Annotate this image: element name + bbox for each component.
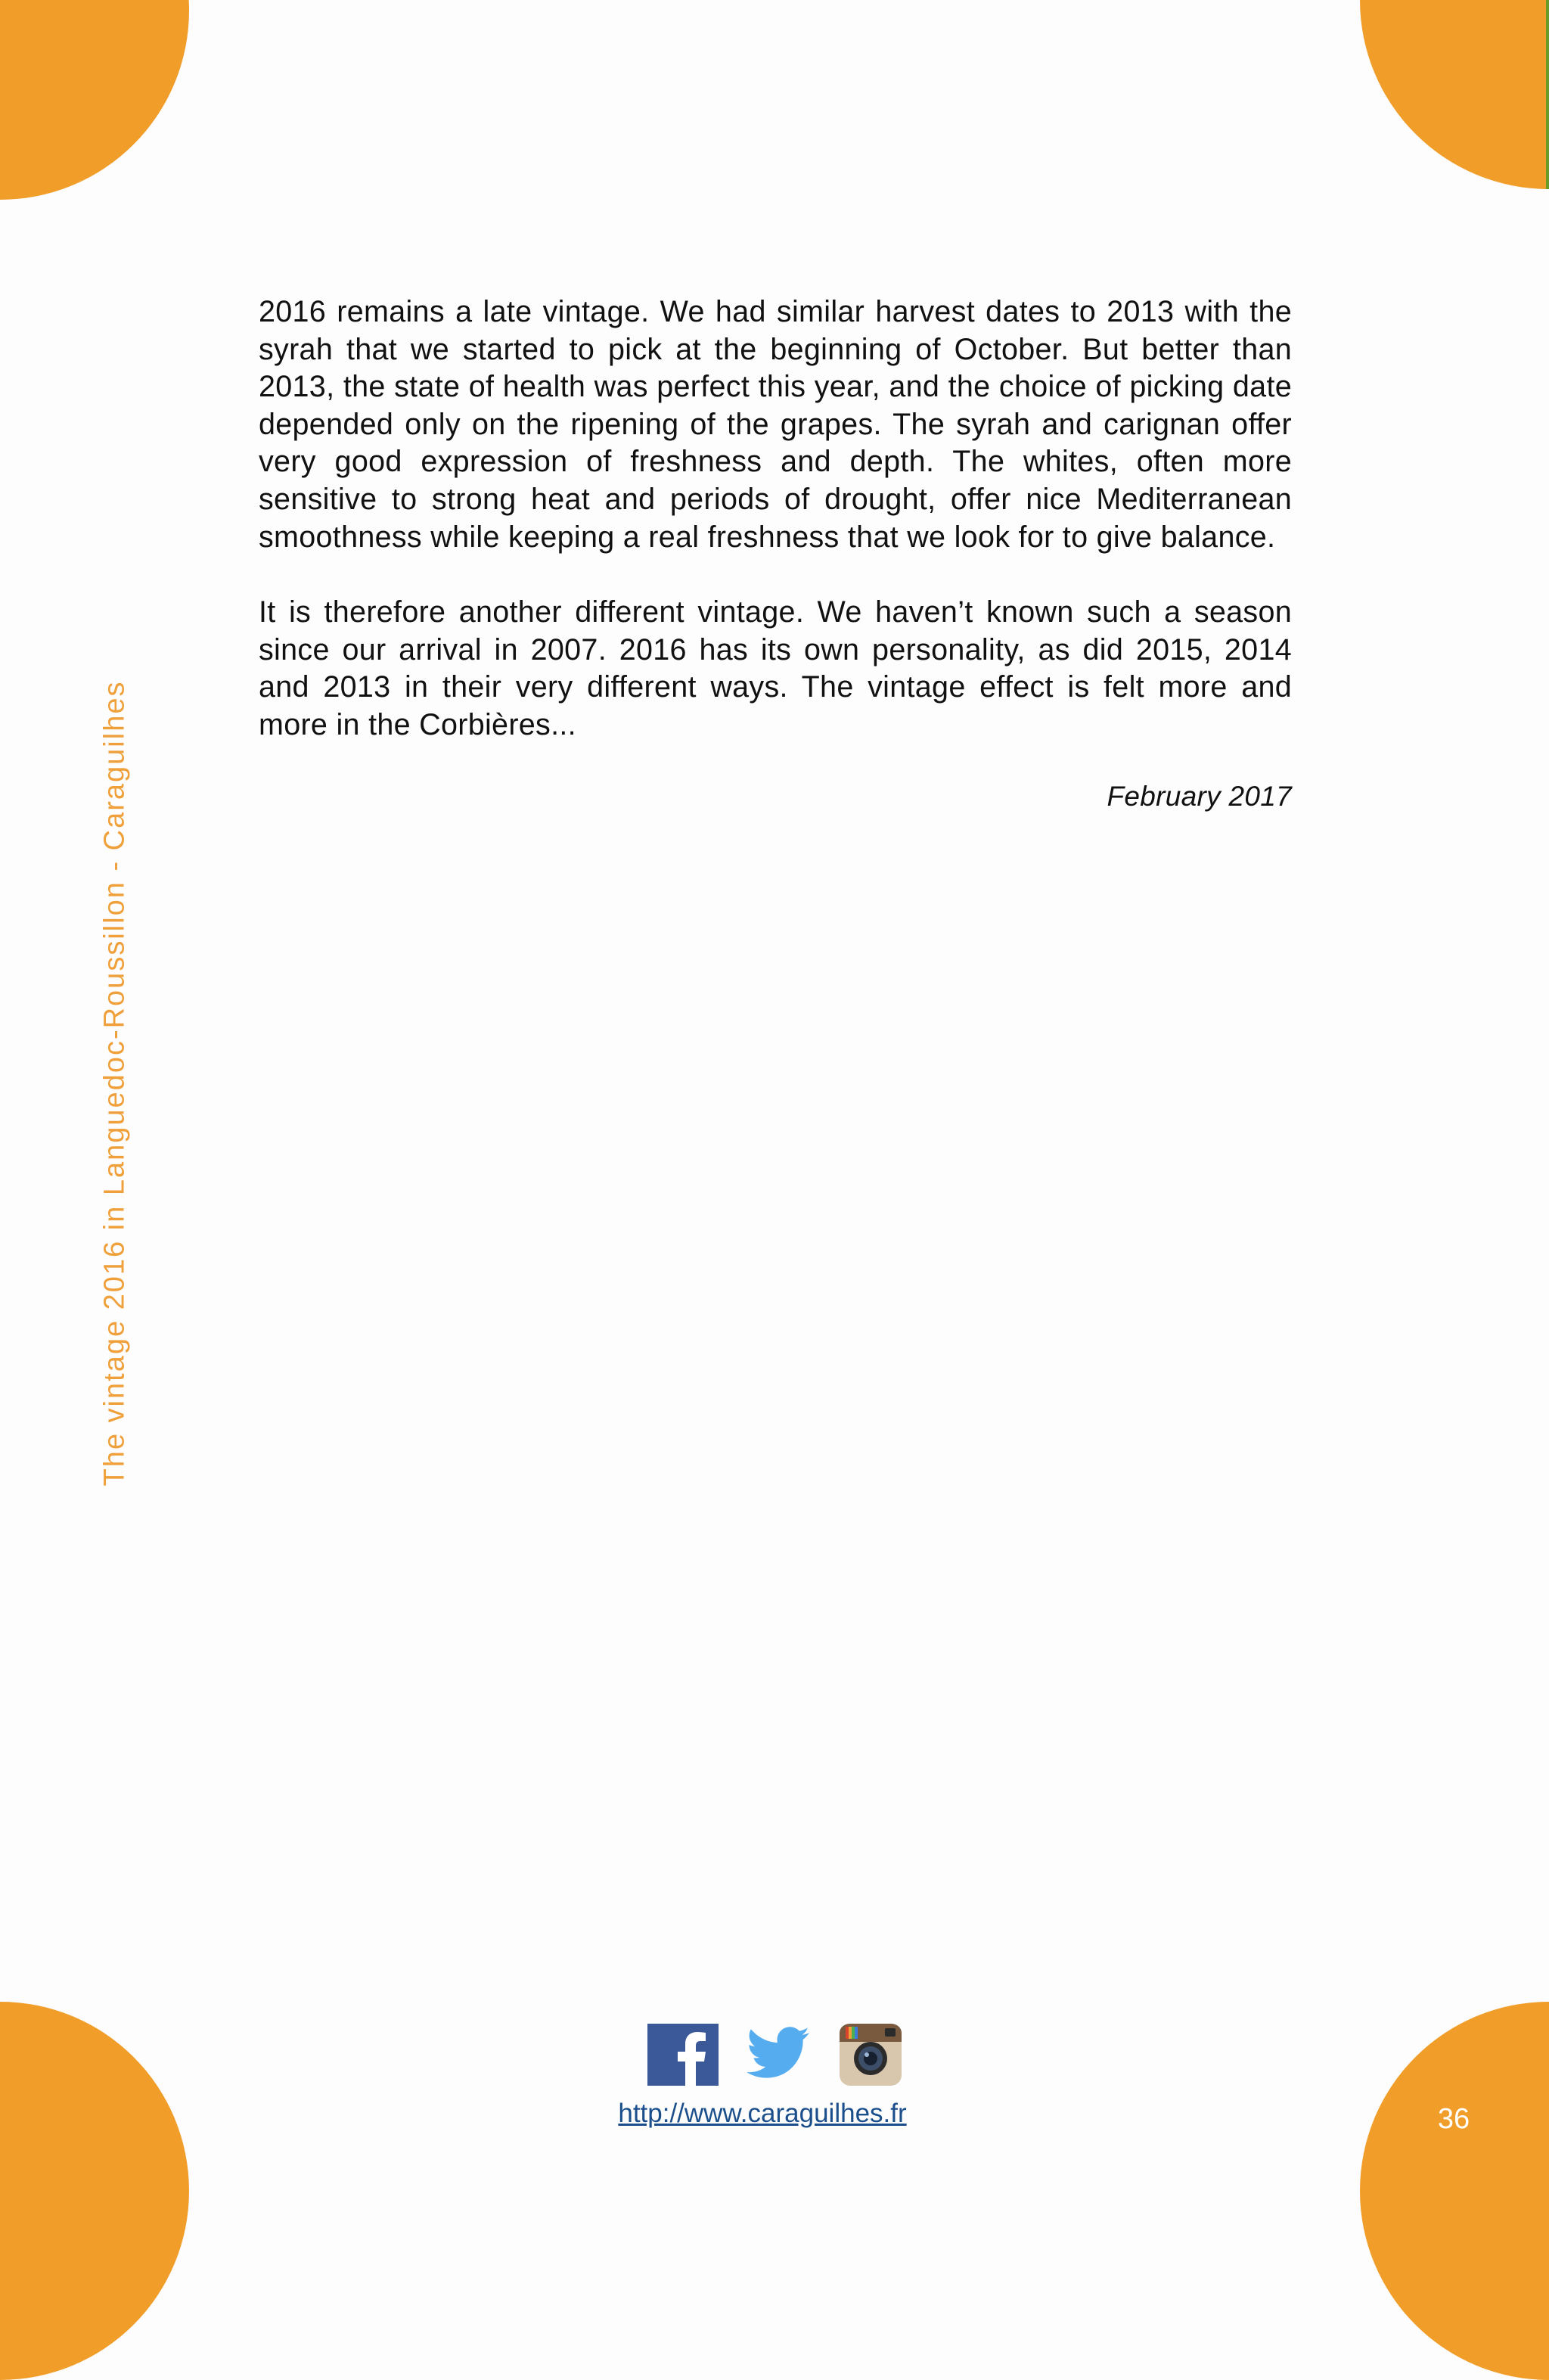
facebook-icon[interactable]: [647, 2024, 719, 2086]
twitter-icon[interactable]: [741, 2024, 812, 2086]
vertical-side-title: The vintage 2016 in Languedoc-Roussillon - Caraguilhes: [98, 680, 131, 1487]
instagram-icon[interactable]: [835, 2024, 906, 2086]
social-links: [647, 2024, 906, 2086]
corner-decoration-bottom-right: [1360, 2002, 1549, 2380]
corner-decoration-top-right: [1360, 0, 1549, 189]
page-number: 36: [1437, 2103, 1470, 2135]
corner-decoration-top-left: [0, 0, 189, 200]
corner-edge-stripe: [1546, 0, 1549, 189]
website-link[interactable]: http://www.caraguilhes.fr: [618, 2099, 907, 2128]
paragraph: 2016 remains a late vintage. We had similar harvest dates to 2013 with the syrah that we started to pick at the beginning of October. But better than 2013, the state of health was perfect this year, and the choice of picking date depended only on the ripening of the grapes. The syrah and carignan offer very good expression of freshness and depth. The whites, often more sensitive to strong heat and periods of drought, offer nice Mediterranean smoothness while keeping a real freshness that we look for to give balance.: [259, 295, 1292, 554]
article-body: [259, 294, 1292, 815]
corner-decoration-bottom-left: [0, 2002, 189, 2380]
article-date: February 2017: [1107, 780, 1292, 812]
paragraph: It is therefore another different vintage. We haven’t known such a season since our arrival in 2007. 2016 has its own personality, as did 2015, 2014 and 2013 in their very different ways. The vintage effect is felt more and more in the Corbières...: [259, 595, 1292, 741]
